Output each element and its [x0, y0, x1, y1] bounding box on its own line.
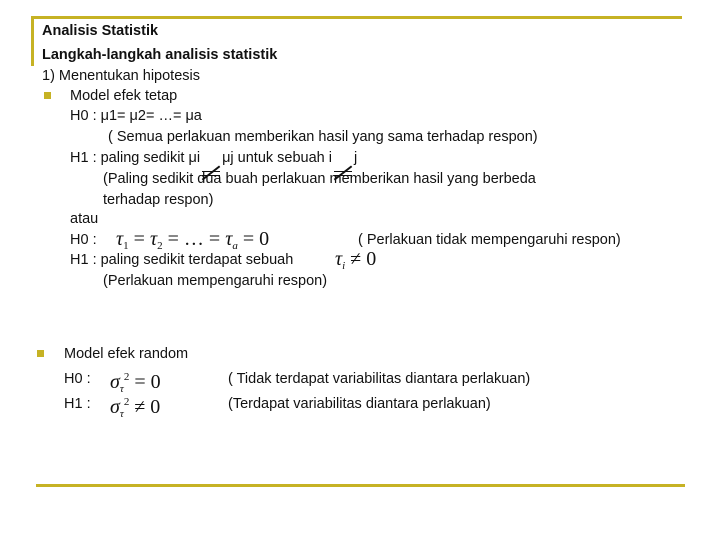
fixed-h1-prefix: H1 : paling sedikit μi	[70, 150, 201, 166]
fixed-heading: Model efek tetap	[70, 88, 178, 104]
fixed-h1-note-1: (Paling sedikit dua buah perlakuan memberikan hasil yang berbeda	[103, 171, 536, 187]
bullet-icon	[44, 92, 51, 99]
sigma-equal-zero-formula: $\sigma_\tau^2 = 0$	[110, 371, 161, 395]
random-h1-prefix: H1 :	[64, 396, 91, 412]
tau-equal-zero-formula: $\tau_1 = \tau_2$ = … = $\tau_a = 0$	[116, 228, 270, 252]
fixed-h1b-prefix: H1 : paling sedikit terdapat sebuah	[70, 252, 294, 268]
left-rule	[31, 16, 34, 66]
step-heading: 1) Menentukan hipotesis	[42, 68, 200, 84]
slide-subtitle: Langkah-langkah analisis statistik	[42, 47, 278, 63]
slide-title: Analisis Statistik	[42, 23, 159, 39]
fixed-h0: H0 : μ1= μ2= …= μa	[70, 108, 202, 124]
tau-not-zero-formula: $\tau_i \ne 0$	[335, 248, 377, 272]
random-h0-note: ( Tidak terdapat variabilitas diantara perlakuan)	[228, 371, 531, 387]
fixed-h1	[70, 149, 357, 167]
fixed-h1-note-2: terhadap respon)	[103, 192, 214, 208]
random-h1-note: (Terdapat variabilitas diantara perlakuan)	[228, 396, 491, 412]
random-heading: Model efek random	[64, 346, 189, 362]
bottom-rule	[36, 484, 685, 487]
fixed-h0b-prefix: H0 :	[70, 232, 97, 248]
fixed-h1b-note: (Perlakuan mempengaruhi respon)	[103, 273, 328, 289]
fixed-h0-note: ( Semua perlakuan memberikan hasil yang sama terhadap respon)	[108, 129, 538, 145]
sigma-not-zero-formula: $\sigma_\tau^2 \ne 0$	[110, 396, 161, 420]
bullet-icon	[37, 350, 44, 357]
fixed-h1-mid: μj untuk sebuah i	[222, 150, 332, 166]
fixed-h1-suffix: j	[354, 150, 358, 166]
random-h0-prefix: H0 :	[64, 371, 91, 387]
fixed-h0b-note: ( Perlakuan tidak mempengaruhi respon)	[358, 232, 621, 248]
top-rule	[31, 16, 682, 19]
or-label: atau	[70, 211, 99, 227]
